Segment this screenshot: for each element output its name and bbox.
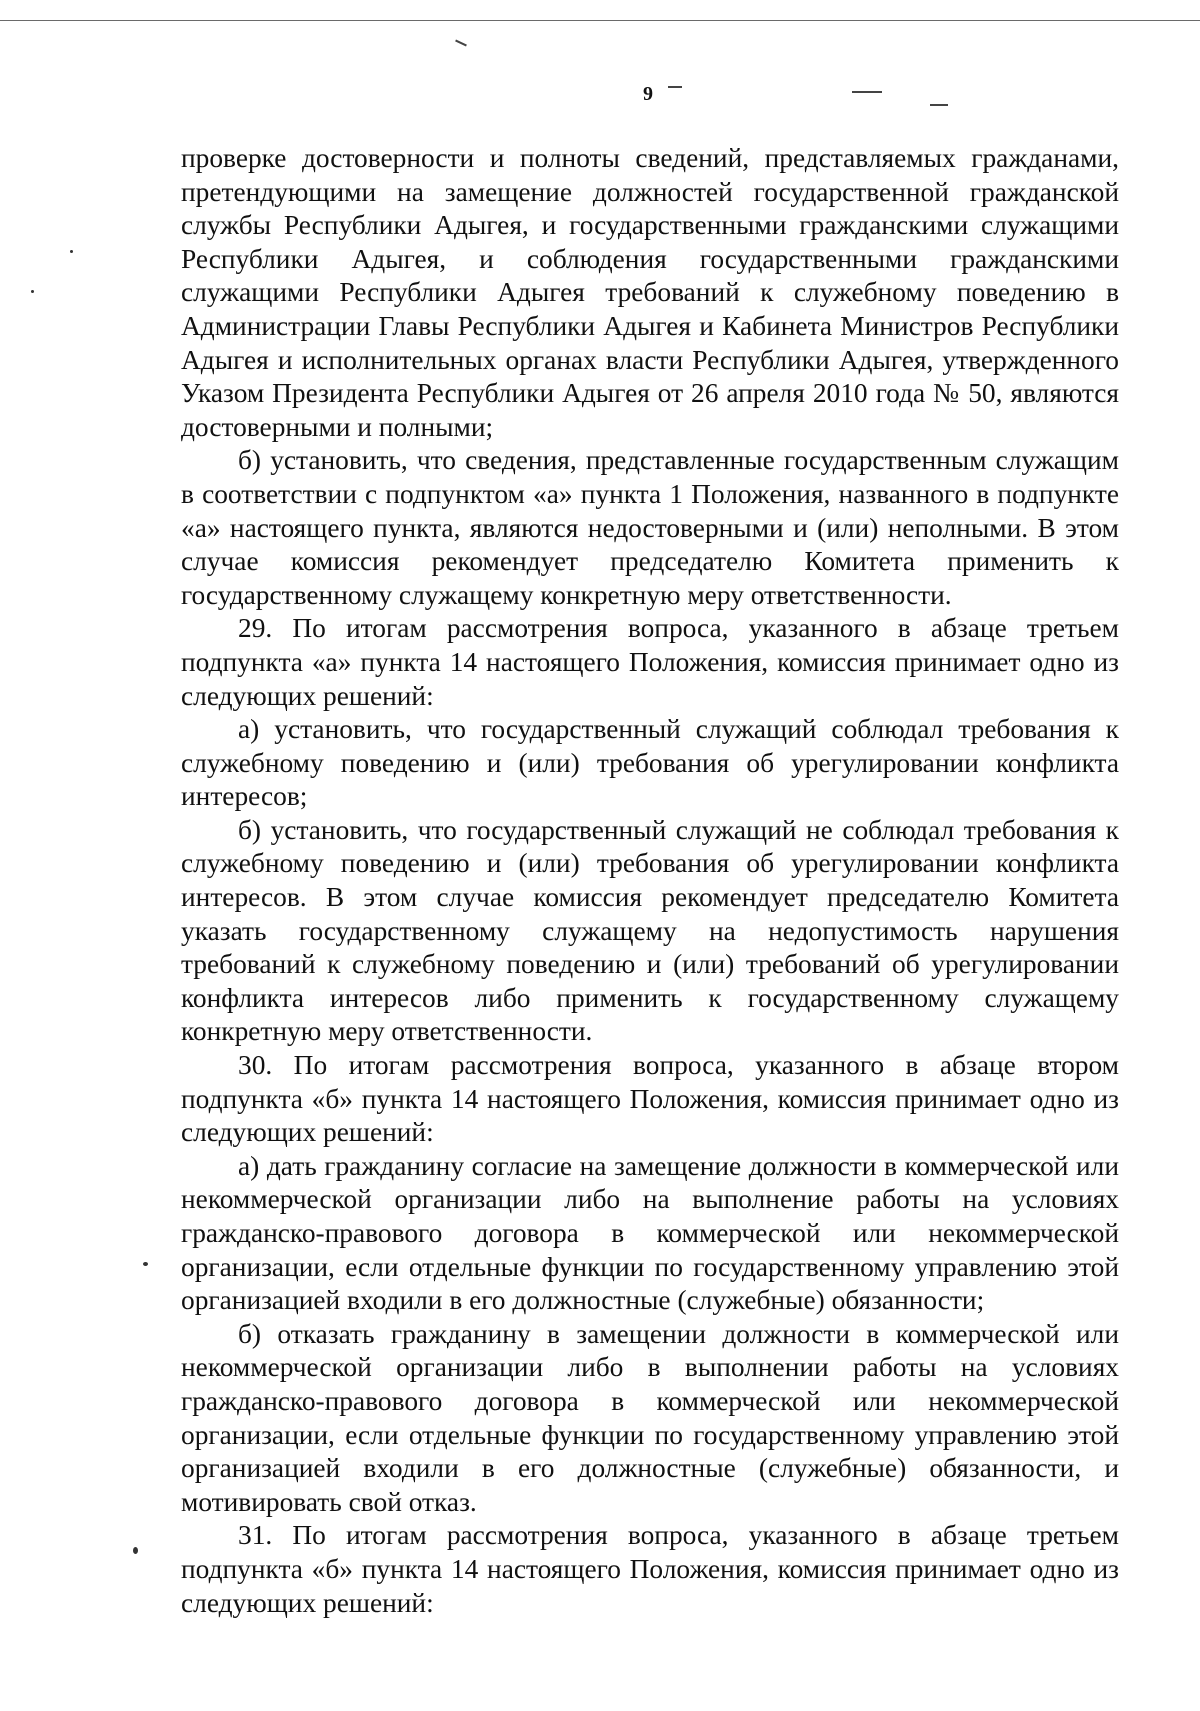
scan-speck (70, 250, 73, 253)
paragraph-30: 30. По итогам рассмотрения вопроса, указанного в абзаце втором подпункта «б» пункта 14 настоящего Положения, комиссия принимает одно из следующих решений: (181, 1050, 1119, 1148)
paragraph-29-a: а) установить, что государственный служащий соблюдал требования к служебному поведению и (или) требования об урегулировании конфликта интересов; (181, 714, 1119, 812)
scan-mark (930, 104, 948, 106)
document-body (181, 142, 1119, 1620)
scan-top-border (0, 20, 1200, 21)
page-number: 9 (643, 83, 653, 105)
scan-speck (133, 1547, 138, 1554)
paragraph-29-b: б) установить, что государственный служащий не соблюдал требования к служебному поведению и (или) требования об урегулировании конфликта интересов. В этом случае комиссия рекомендует председателю Комитета указать государственному служащему на недопустимость нарушения требований к служебному поведению и (или) требований об урегулировании конфликта интересов либо применить к государственному служащему конкретную меру ответственности. (181, 814, 1119, 1047)
paragraph-30-a: а) дать гражданину согласие на замещение должности в коммерческой или некоммерческой организации либо на выполнение работы на условиях гражданско-правового договора в коммерческой или некоммерческой организации, если отдельные функции по государственному управлению этой организацией входили в его должностные (служебные) обязанности; (181, 1150, 1119, 1316)
paragraph-28-b: б) установить, что сведения, представленные государственным служащим в соответствии с подпунктом «а» пункта 1 Положения, названного в подпункте «а» настоящего пункта, являются недостоверными и (или) неполными. В этом случае комиссия рекомендует председателю Комитета применить к государственному служащему конкретную меру ответственности. (181, 445, 1119, 610)
paragraph-29: 29. По итогам рассмотрения вопроса, указанного в абзаце третьем подпункта «а» пункта 14 настоящего Положения, комиссия принимает одно из следующих решений: (181, 613, 1119, 711)
paragraph-continuation: проверке достоверности и полноты сведений, представляемых гражданами, претендующими на замещение должностей государственной гражданской службы Республики Адыгея, и государственными гражданскими служащими Республики Адыгея, и соблюдения государственными гражданскими служащими Республики Адыгея требований к служебному поведению в Администрации Главы Республики Адыгея и Кабинета Министров Республики Адыгея и исполнительных органах власти Республики Адыгея, утвержденного Указом Президента Республики Адыгея от 26 апреля 2010 года № 50, являются достоверными и полными; (181, 143, 1119, 442)
scan-speck (31, 290, 34, 293)
scan-mark (668, 86, 682, 88)
scan-mark (852, 91, 882, 93)
paragraph-31: 31. По итогам рассмотрения вопроса, указанного в абзаце третьем подпункта «б» пункта 14 настоящего Положения, комиссия принимает одно из следующих решений: (181, 1520, 1119, 1618)
scan-speck (143, 1262, 148, 1266)
scan-mark (455, 40, 467, 47)
paragraph-30-b: б) отказать гражданину в замещении должности в коммерческой или некоммерческой организации либо в выполнении работы на условиях гражданско-правового договора в коммерческой или некоммерческой организации, если отдельные функции по государственному управлению этой организацией входили в его должностные (служебные) обязанности, и мотивировать свой отказ. (181, 1318, 1119, 1517)
